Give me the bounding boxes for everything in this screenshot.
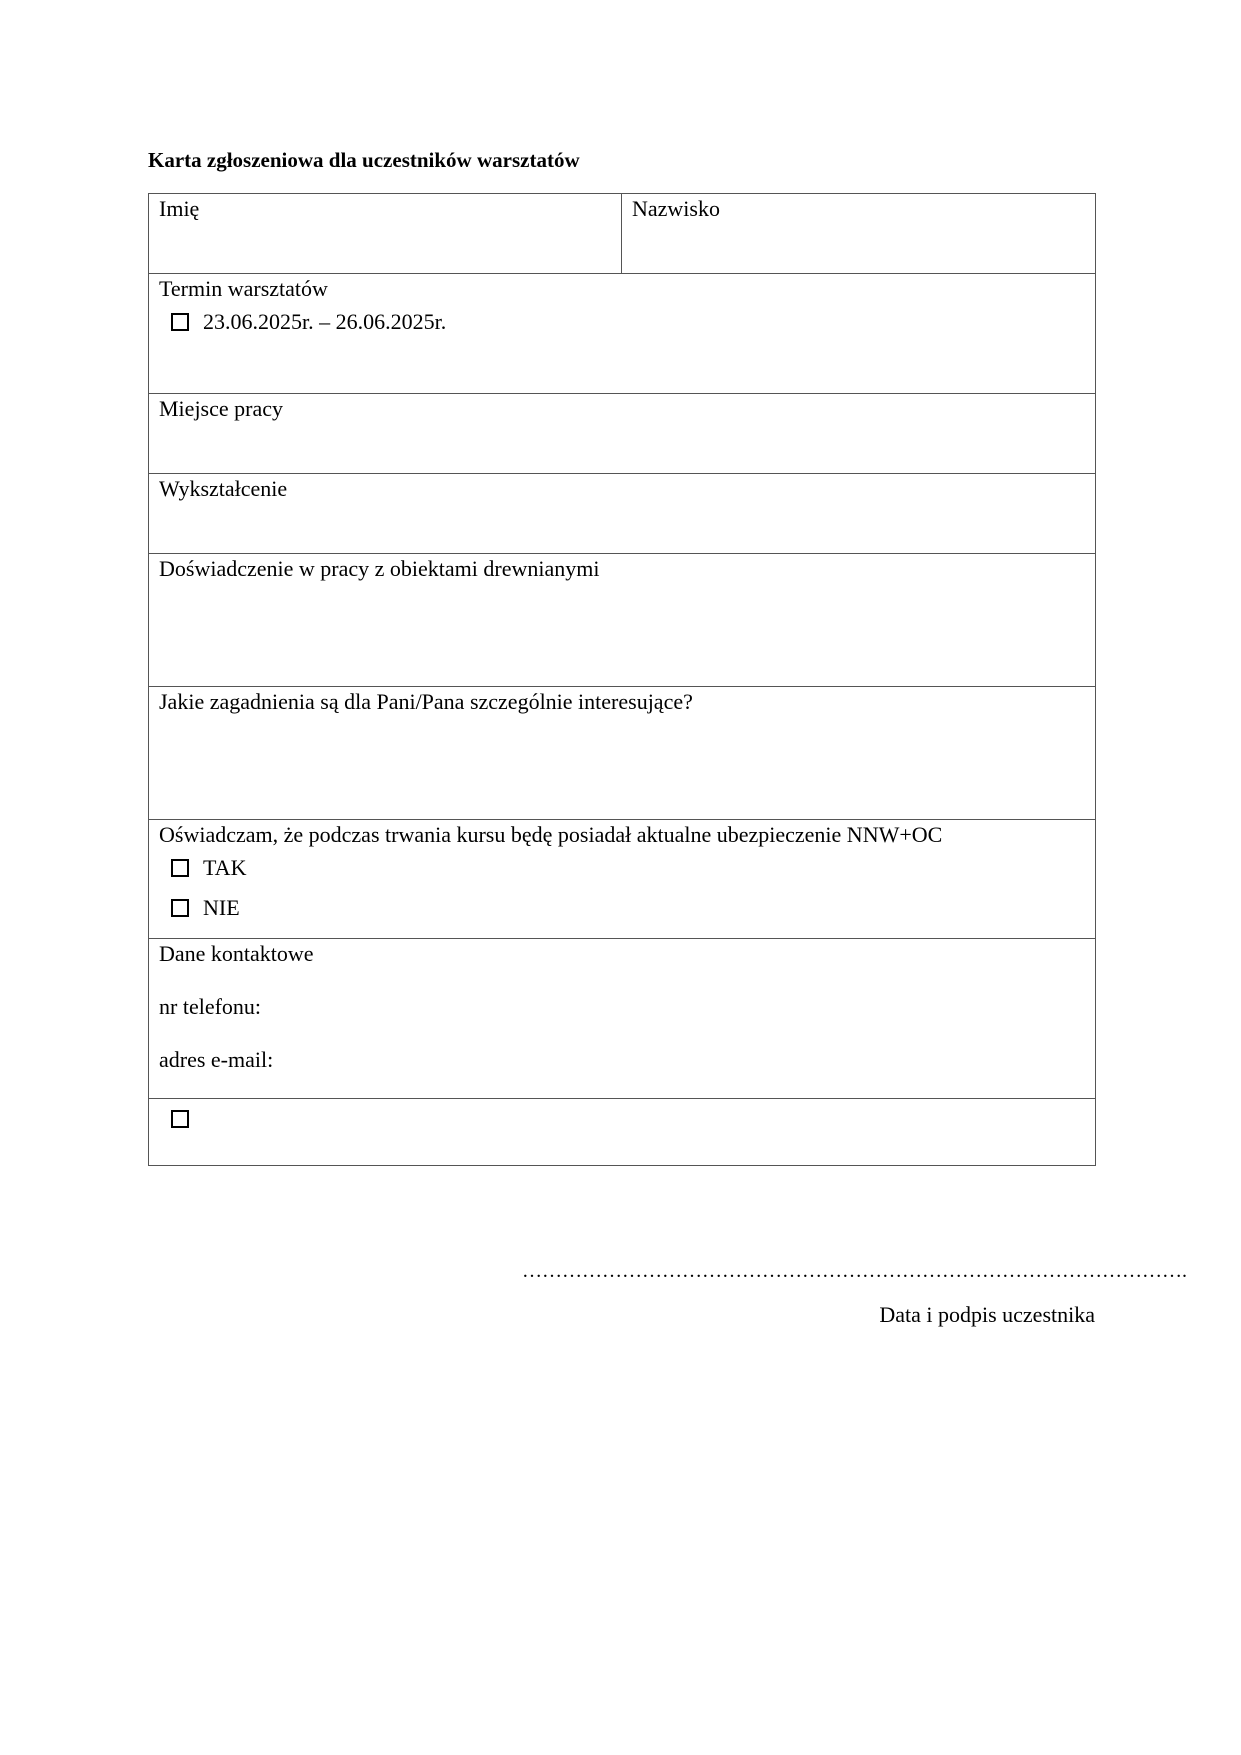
registration-form-table bbox=[148, 193, 1096, 1166]
last-name-label: Nazwisko bbox=[632, 196, 720, 221]
insurance-yes-option[interactable] bbox=[159, 848, 1085, 888]
consent-section bbox=[149, 1099, 1096, 1166]
phone-field[interactable] bbox=[159, 994, 1085, 1020]
signature-label: Data i podpis uczestnika bbox=[879, 1302, 1095, 1327]
term-section bbox=[149, 274, 1096, 394]
phone-label: nr telefonu: bbox=[159, 994, 262, 1019]
workplace-label: Miejsce pracy bbox=[159, 396, 283, 421]
interests-field[interactable] bbox=[149, 687, 1096, 820]
consent-option[interactable] bbox=[159, 1103, 1085, 1135]
experience-label: Doświadczenie w pracy z obiektami drewnianymi bbox=[159, 556, 600, 581]
insurance-yes-label: TAK bbox=[203, 855, 247, 880]
term-option-label: 23.06.2025r. – 26.06.2025r. bbox=[203, 309, 447, 334]
insurance-no-checkbox[interactable] bbox=[171, 899, 189, 917]
email-field[interactable] bbox=[159, 1047, 1085, 1073]
workplace-field[interactable] bbox=[149, 394, 1096, 474]
insurance-no-label: NIE bbox=[203, 895, 240, 920]
last-name-field[interactable] bbox=[622, 194, 1096, 274]
term-label: Termin warsztatów bbox=[159, 276, 328, 301]
insurance-section bbox=[149, 820, 1096, 939]
education-label: Wykształcenie bbox=[159, 476, 288, 501]
first-name-field[interactable] bbox=[149, 194, 622, 274]
experience-field[interactable] bbox=[149, 554, 1096, 687]
email-label: adres e-mail: bbox=[159, 1047, 274, 1072]
insurance-label: Oświadczam, że podczas trwania kursu będę posiadał aktualne ubezpieczenie NNW+OC bbox=[159, 822, 943, 847]
education-field[interactable] bbox=[149, 474, 1096, 554]
interests-label: Jakie zagadnienia są dla Pani/Pana szczególnie interesujące? bbox=[159, 689, 693, 714]
term-checkbox[interactable] bbox=[171, 313, 189, 331]
document-title: Karta zgłoszeniowa dla uczestników warsztatów bbox=[148, 148, 580, 172]
contact-section bbox=[149, 939, 1096, 1099]
insurance-yes-checkbox[interactable] bbox=[171, 859, 189, 877]
insurance-no-option[interactable] bbox=[159, 888, 1085, 928]
term-option[interactable] bbox=[159, 302, 1085, 342]
contact-label: Dane kontaktowe bbox=[159, 941, 314, 966]
first-name-label: Imię bbox=[159, 196, 200, 221]
signature-line: ………………………………………………………………………………………. bbox=[522, 1260, 1187, 1282]
consent-checkbox[interactable] bbox=[171, 1110, 189, 1128]
